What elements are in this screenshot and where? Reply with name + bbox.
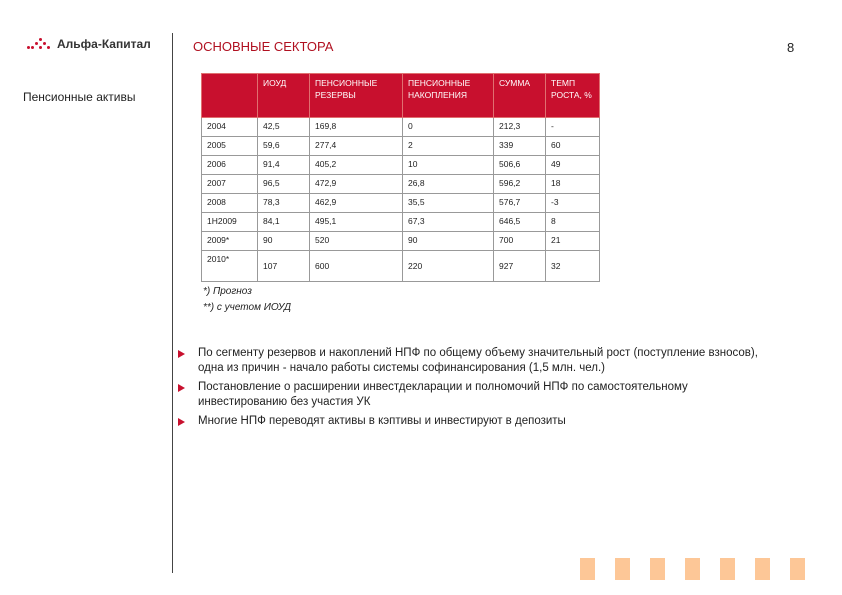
table-cell: 1H2009 xyxy=(202,213,258,232)
table-cell: 35,5 xyxy=(403,194,494,213)
table-row xyxy=(202,175,600,194)
table-cell: 472,9 xyxy=(310,175,403,194)
column-header xyxy=(202,74,258,118)
table-cell: 78,3 xyxy=(258,194,310,213)
table-cell: 927 xyxy=(494,251,546,282)
table-cell: 8 xyxy=(546,213,600,232)
table-cell: 21 xyxy=(546,232,600,251)
table-row xyxy=(202,118,600,137)
table-cell: 107 xyxy=(258,251,310,282)
table-cell: 96,5 xyxy=(258,175,310,194)
table-cell: 32 xyxy=(546,251,600,282)
table-row xyxy=(202,156,600,175)
table-cell: 42,5 xyxy=(258,118,310,137)
table-cell: 405,2 xyxy=(310,156,403,175)
table-cell: 26,8 xyxy=(403,175,494,194)
table-cell: 49 xyxy=(546,156,600,175)
decorative-bars xyxy=(580,558,805,580)
table-cell: 576,7 xyxy=(494,194,546,213)
table-cell: 10 xyxy=(403,156,494,175)
page-title: ОСНОВНЫЕ СЕКТОРА xyxy=(193,39,334,54)
table-cell: 277,4 xyxy=(310,137,403,156)
logo-dots-icon xyxy=(27,38,53,50)
table-row xyxy=(202,194,600,213)
bullet-list xyxy=(178,346,758,433)
table-row xyxy=(202,251,600,282)
section-label: Пенсионные активы xyxy=(23,90,136,104)
table-cell: 0 xyxy=(403,118,494,137)
table-cell: 506,6 xyxy=(494,156,546,175)
table-cell: 91,4 xyxy=(258,156,310,175)
data-table xyxy=(201,73,600,282)
table-cell: 212,3 xyxy=(494,118,546,137)
bullet-item: Постановление о расширении инвестдекларации и полномочий НПФ по самостоятельному инвестированию без участия УК xyxy=(178,380,758,410)
table-cell: 2007 xyxy=(202,175,258,194)
table-cell: 2010* xyxy=(202,251,258,282)
table-cell: 18 xyxy=(546,175,600,194)
table-row xyxy=(202,137,600,156)
column-header: ИОУД xyxy=(258,74,310,118)
table-cell: 520 xyxy=(310,232,403,251)
table-cell: 59,6 xyxy=(258,137,310,156)
table-cell: 339 xyxy=(494,137,546,156)
page-number: 8 xyxy=(787,40,795,55)
table-cell: 596,2 xyxy=(494,175,546,194)
footnote: **) с учетом ИОУД xyxy=(203,302,292,313)
table-cell: 2004 xyxy=(202,118,258,137)
table-cell: - xyxy=(546,118,600,137)
column-header: ТЕМП РОСТА, % xyxy=(546,74,600,118)
table-cell: 462,9 xyxy=(310,194,403,213)
footnote: *) Прогноз xyxy=(203,286,252,297)
column-header: СУММА xyxy=(494,74,546,118)
table-cell: 2009* xyxy=(202,232,258,251)
divider xyxy=(172,33,173,573)
table-cell: 495,1 xyxy=(310,213,403,232)
table-cell: 700 xyxy=(494,232,546,251)
table-cell: 2005 xyxy=(202,137,258,156)
table-row xyxy=(202,232,600,251)
table-cell: 600 xyxy=(310,251,403,282)
table-cell: 60 xyxy=(546,137,600,156)
table-cell: 220 xyxy=(403,251,494,282)
bullet-item: Многие НПФ переводят активы в кэптивы и инвестируют в депозиты xyxy=(178,414,758,429)
table-cell: 2006 xyxy=(202,156,258,175)
table-cell: 169,8 xyxy=(310,118,403,137)
table-cell: 90 xyxy=(403,232,494,251)
table-cell: 67,3 xyxy=(403,213,494,232)
table-row xyxy=(202,213,600,232)
footnotes xyxy=(203,284,291,316)
table-cell: 2 xyxy=(403,137,494,156)
table-cell: 90 xyxy=(258,232,310,251)
logo xyxy=(27,37,151,51)
table-cell: 84,1 xyxy=(258,213,310,232)
bullet-item: По сегменту резервов и накоплений НПФ по общему объему значительный рост (поступление взносов), одна из причин - начало работы системы софинансирования (1,5 млн. чел.) xyxy=(178,346,758,376)
table-cell: 2008 xyxy=(202,194,258,213)
column-header: ПЕНСИОННЫЕ РЕЗЕРВЫ xyxy=(310,74,403,118)
logo-text: Альфа-Капитал xyxy=(57,37,151,51)
column-header: ПЕНСИОННЫЕ НАКОПЛЕНИЯ xyxy=(403,74,494,118)
table-cell: 646,5 xyxy=(494,213,546,232)
table-cell: -3 xyxy=(546,194,600,213)
